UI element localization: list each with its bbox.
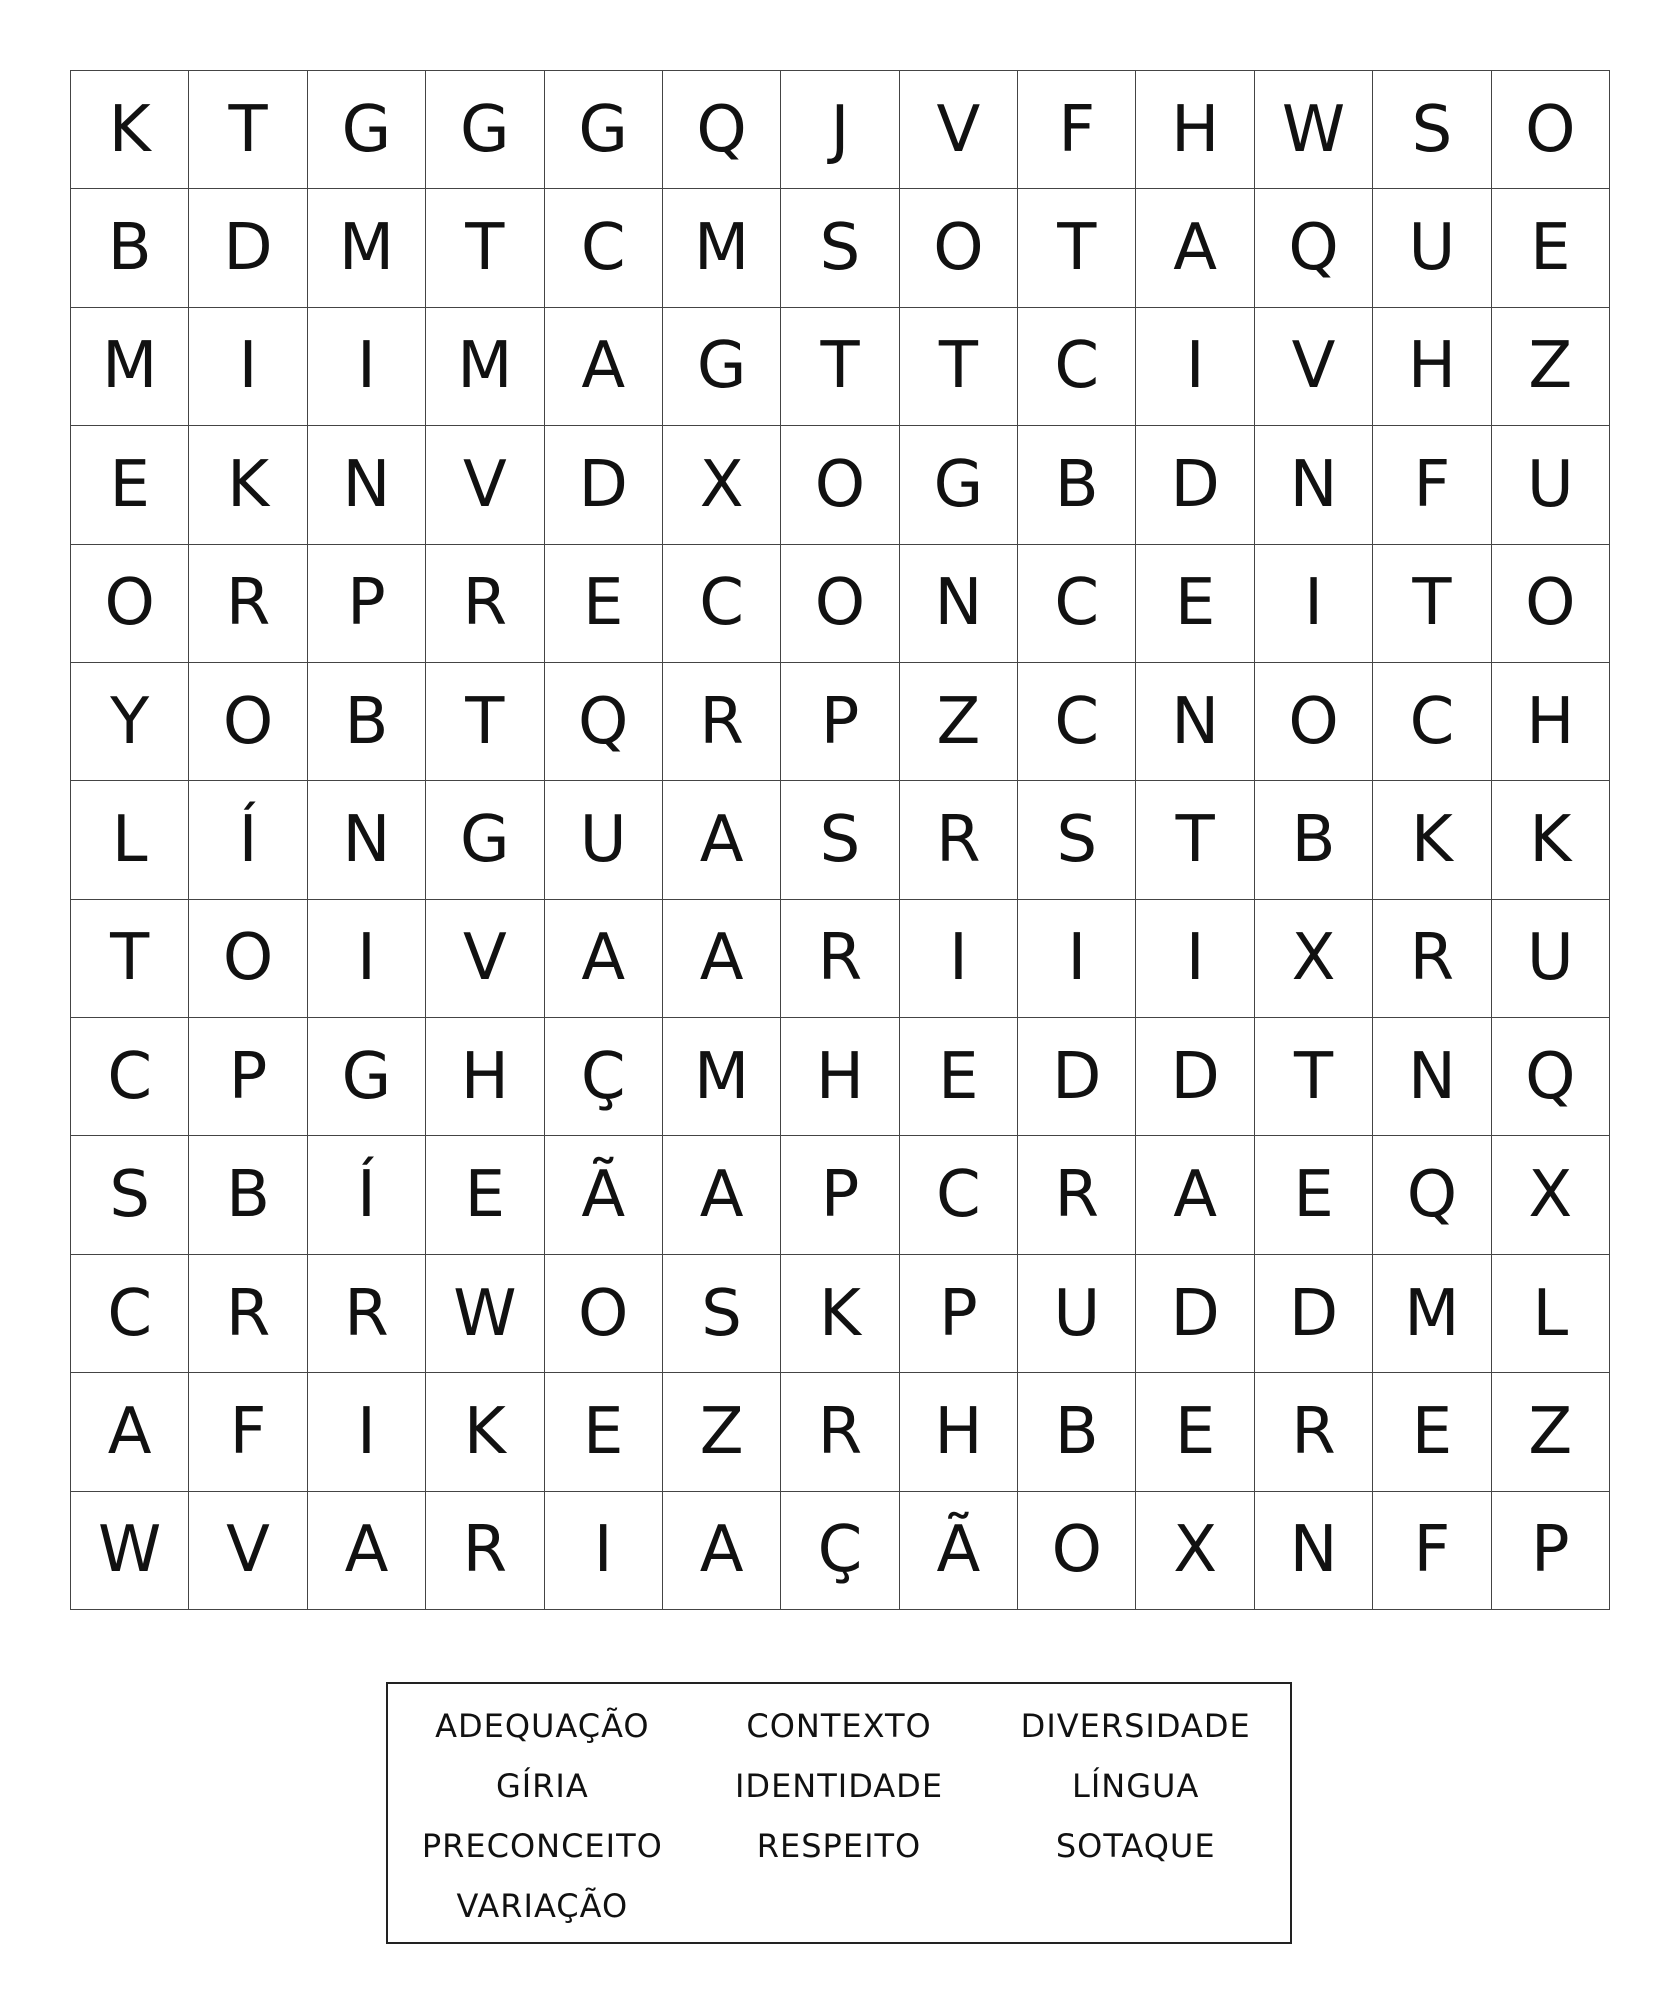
- grid-cell[interactable]: H: [900, 1373, 1018, 1491]
- grid-cell[interactable]: O: [71, 545, 189, 663]
- grid-cell[interactable]: O: [189, 663, 307, 781]
- grid-cell[interactable]: F: [1373, 426, 1491, 544]
- grid-cell[interactable]: B: [308, 663, 426, 781]
- grid-cell[interactable]: Í: [308, 1136, 426, 1254]
- grid-cell[interactable]: H: [1373, 308, 1491, 426]
- grid-cell[interactable]: A: [1136, 1136, 1254, 1254]
- grid-cell[interactable]: G: [308, 71, 426, 189]
- grid-cell[interactable]: G: [663, 308, 781, 426]
- grid-cell[interactable]: R: [1373, 900, 1491, 1018]
- grid-cell[interactable]: I: [308, 308, 426, 426]
- grid-cell[interactable]: E: [900, 1018, 1018, 1136]
- grid-cell[interactable]: O: [781, 426, 899, 544]
- grid-cell[interactable]: I: [545, 1492, 663, 1610]
- grid-cell[interactable]: M: [1373, 1255, 1491, 1373]
- grid-cell[interactable]: U: [1492, 900, 1610, 1018]
- grid-cell[interactable]: X: [663, 426, 781, 544]
- grid-cell[interactable]: J: [781, 71, 899, 189]
- grid-cell[interactable]: N: [308, 426, 426, 544]
- grid-cell[interactable]: H: [781, 1018, 899, 1136]
- grid-cell[interactable]: R: [781, 1373, 899, 1491]
- grid-cell[interactable]: S: [781, 781, 899, 899]
- grid-cell[interactable]: C: [545, 189, 663, 307]
- grid-cell[interactable]: K: [71, 71, 189, 189]
- grid-cell[interactable]: I: [189, 308, 307, 426]
- grid-cell[interactable]: G: [545, 71, 663, 189]
- grid-cell[interactable]: O: [1018, 1492, 1136, 1610]
- grid-cell[interactable]: Q: [663, 71, 781, 189]
- grid-cell[interactable]: A: [71, 1373, 189, 1491]
- grid-cell[interactable]: V: [426, 900, 544, 1018]
- grid-cell[interactable]: A: [545, 308, 663, 426]
- grid-cell[interactable]: E: [1373, 1373, 1491, 1491]
- grid-cell[interactable]: T: [189, 71, 307, 189]
- word-column: [691, 1704, 988, 1942]
- word-list-item: CONTEXTO: [746, 1707, 932, 1745]
- grid-cell[interactable]: P: [781, 663, 899, 781]
- grid-cell[interactable]: R: [900, 781, 1018, 899]
- grid-cell[interactable]: O: [781, 545, 899, 663]
- word-list-item: LÍNGUA: [1072, 1767, 1200, 1805]
- grid-cell[interactable]: L: [1492, 1255, 1610, 1373]
- grid-cell[interactable]: U: [1373, 189, 1491, 307]
- grid-cell[interactable]: C: [1373, 663, 1491, 781]
- grid-cell[interactable]: C: [1018, 545, 1136, 663]
- word-column: [394, 1704, 691, 1942]
- grid-cell[interactable]: X: [1136, 1492, 1254, 1610]
- grid-cell[interactable]: R: [426, 545, 544, 663]
- grid-cell[interactable]: D: [189, 189, 307, 307]
- grid-cell[interactable]: M: [663, 1018, 781, 1136]
- grid-cell[interactable]: R: [663, 663, 781, 781]
- grid-cell[interactable]: T: [1136, 781, 1254, 899]
- grid-cell[interactable]: H: [1492, 663, 1610, 781]
- grid-cell[interactable]: T: [1373, 545, 1491, 663]
- grid-cell[interactable]: B: [1255, 781, 1373, 899]
- grid-cell[interactable]: B: [189, 1136, 307, 1254]
- grid-cell[interactable]: S: [663, 1255, 781, 1373]
- grid-cell[interactable]: A: [308, 1492, 426, 1610]
- grid-cell[interactable]: D: [1255, 1255, 1373, 1373]
- grid-cell[interactable]: P: [900, 1255, 1018, 1373]
- grid-cell[interactable]: K: [781, 1255, 899, 1373]
- grid-cell[interactable]: I: [1018, 900, 1136, 1018]
- grid-cell[interactable]: R: [1018, 1136, 1136, 1254]
- grid-cell[interactable]: K: [426, 1373, 544, 1491]
- grid-cell[interactable]: M: [308, 189, 426, 307]
- grid-cell[interactable]: F: [189, 1373, 307, 1491]
- grid-cell[interactable]: D: [1136, 426, 1254, 544]
- grid-cell[interactable]: Ã: [900, 1492, 1018, 1610]
- grid-cell[interactable]: H: [426, 1018, 544, 1136]
- grid-cell[interactable]: D: [1136, 1018, 1254, 1136]
- grid-cell[interactable]: V: [426, 426, 544, 544]
- grid-cell[interactable]: U: [1018, 1255, 1136, 1373]
- grid-cell[interactable]: R: [189, 1255, 307, 1373]
- grid-cell[interactable]: T: [426, 663, 544, 781]
- grid-cell[interactable]: R: [426, 1492, 544, 1610]
- grid-cell[interactable]: K: [1373, 781, 1491, 899]
- grid-cell[interactable]: K: [1492, 781, 1610, 899]
- grid-cell[interactable]: P: [308, 545, 426, 663]
- grid-cell[interactable]: Z: [900, 663, 1018, 781]
- grid-cell[interactable]: L: [71, 781, 189, 899]
- grid-cell[interactable]: E: [1255, 1136, 1373, 1254]
- grid-cell[interactable]: N: [1255, 426, 1373, 544]
- grid-cell[interactable]: S: [71, 1136, 189, 1254]
- grid-cell[interactable]: Í: [189, 781, 307, 899]
- grid-cell[interactable]: Ç: [781, 1492, 899, 1610]
- letter-grid: [70, 70, 1610, 1610]
- grid-cell[interactable]: K: [189, 426, 307, 544]
- grid-cell[interactable]: E: [545, 1373, 663, 1491]
- word-list-item: DIVERSIDADE: [1020, 1707, 1251, 1745]
- grid-cell[interactable]: G: [308, 1018, 426, 1136]
- grid-cell[interactable]: P: [189, 1018, 307, 1136]
- grid-cell[interactable]: N: [308, 781, 426, 899]
- grid-cell[interactable]: M: [426, 308, 544, 426]
- grid-cell[interactable]: U: [545, 781, 663, 899]
- grid-cell[interactable]: A: [1136, 189, 1254, 307]
- grid-cell[interactable]: Z: [1492, 308, 1610, 426]
- grid-cell[interactable]: N: [900, 545, 1018, 663]
- word-list-item: GÍRIA: [495, 1767, 589, 1805]
- grid-cell[interactable]: F: [1018, 71, 1136, 189]
- grid-cell[interactable]: B: [1018, 1373, 1136, 1491]
- word-list-item: IDENTIDADE: [734, 1767, 944, 1805]
- grid-cell[interactable]: D: [1018, 1018, 1136, 1136]
- grid-cell[interactable]: W: [1255, 71, 1373, 189]
- grid-cell[interactable]: B: [71, 189, 189, 307]
- grid-cell[interactable]: C: [71, 1255, 189, 1373]
- grid-cell[interactable]: T: [426, 189, 544, 307]
- grid-cell[interactable]: U: [1492, 426, 1610, 544]
- word-list: [386, 1682, 1292, 1944]
- grid-cell[interactable]: Ã: [545, 1136, 663, 1254]
- grid-cell[interactable]: N: [1255, 1492, 1373, 1610]
- grid-cell[interactable]: G: [900, 426, 1018, 544]
- grid-cell[interactable]: A: [663, 1136, 781, 1254]
- grid-cell[interactable]: G: [426, 781, 544, 899]
- grid-cell[interactable]: N: [1136, 663, 1254, 781]
- grid-cell[interactable]: C: [663, 545, 781, 663]
- grid-cell[interactable]: E: [1492, 189, 1610, 307]
- word-list-item: SOTAQUE: [1055, 1827, 1216, 1865]
- grid-cell[interactable]: R: [308, 1255, 426, 1373]
- grid-cell[interactable]: A: [663, 900, 781, 1018]
- grid-cell[interactable]: O: [1492, 71, 1610, 189]
- grid-cell[interactable]: I: [900, 900, 1018, 1018]
- grid-cell[interactable]: S: [781, 189, 899, 307]
- grid-cell[interactable]: X: [1492, 1136, 1610, 1254]
- grid-cell[interactable]: A: [545, 900, 663, 1018]
- grid-cell[interactable]: R: [189, 545, 307, 663]
- grid-cell[interactable]: O: [1255, 663, 1373, 781]
- grid-cell[interactable]: S: [1018, 781, 1136, 899]
- grid-cell[interactable]: C: [1018, 308, 1136, 426]
- grid-cell[interactable]: R: [781, 900, 899, 1018]
- grid-cell[interactable]: A: [663, 1492, 781, 1610]
- grid-cell[interactable]: G: [426, 71, 544, 189]
- grid-cell[interactable]: O: [900, 189, 1018, 307]
- grid-cell[interactable]: Ç: [545, 1018, 663, 1136]
- grid-cell[interactable]: Q: [545, 663, 663, 781]
- grid-cell[interactable]: Z: [663, 1373, 781, 1491]
- word-list-item: VARIAÇÃO: [456, 1887, 629, 1925]
- grid-cell[interactable]: V: [1255, 308, 1373, 426]
- grid-cell[interactable]: M: [71, 308, 189, 426]
- grid-cell[interactable]: I: [1136, 900, 1254, 1018]
- grid-cell[interactable]: O: [545, 1255, 663, 1373]
- grid-cell[interactable]: T: [71, 900, 189, 1018]
- grid-cell[interactable]: T: [1018, 189, 1136, 307]
- grid-cell[interactable]: E: [545, 545, 663, 663]
- grid-cell[interactable]: N: [1373, 1018, 1491, 1136]
- grid-cell[interactable]: M: [663, 189, 781, 307]
- grid-cell[interactable]: D: [545, 426, 663, 544]
- grid-cell[interactable]: O: [189, 900, 307, 1018]
- grid-cell[interactable]: B: [1018, 426, 1136, 544]
- grid-cell[interactable]: E: [71, 426, 189, 544]
- grid-cell[interactable]: T: [900, 308, 1018, 426]
- grid-cell[interactable]: A: [663, 781, 781, 899]
- grid-cell[interactable]: E: [1136, 1373, 1254, 1491]
- grid-cell[interactable]: H: [1136, 71, 1254, 189]
- grid-cell[interactable]: R: [1255, 1373, 1373, 1491]
- word-list-item: ADEQUAÇÃO: [435, 1707, 650, 1745]
- grid-cell[interactable]: E: [1136, 545, 1254, 663]
- word-list-item: RESPEITO: [756, 1827, 922, 1865]
- grid-cell[interactable]: I: [1136, 308, 1254, 426]
- grid-cell[interactable]: C: [71, 1018, 189, 1136]
- grid-cell[interactable]: I: [1255, 545, 1373, 663]
- grid-cell[interactable]: E: [426, 1136, 544, 1254]
- grid-cell[interactable]: W: [426, 1255, 544, 1373]
- word-list-item: PRECONCEITO: [421, 1827, 663, 1865]
- grid-cell[interactable]: F: [1373, 1492, 1491, 1610]
- grid-cell[interactable]: P: [1492, 1492, 1610, 1610]
- grid-cell[interactable]: C: [900, 1136, 1018, 1254]
- grid-cell[interactable]: V: [189, 1492, 307, 1610]
- word-column: [987, 1704, 1284, 1942]
- grid-cell[interactable]: W: [71, 1492, 189, 1610]
- grid-cell[interactable]: X: [1255, 900, 1373, 1018]
- grid-cell[interactable]: C: [1018, 663, 1136, 781]
- grid-cell[interactable]: V: [900, 71, 1018, 189]
- grid-cell[interactable]: D: [1136, 1255, 1254, 1373]
- grid-cell[interactable]: Q: [1255, 189, 1373, 307]
- grid-cell[interactable]: Y: [71, 663, 189, 781]
- grid-cell[interactable]: Z: [1492, 1373, 1610, 1491]
- grid-cell[interactable]: T: [781, 308, 899, 426]
- grid-cell[interactable]: O: [1492, 545, 1610, 663]
- grid-cell[interactable]: Q: [1492, 1018, 1610, 1136]
- grid-cell[interactable]: P: [781, 1136, 899, 1254]
- grid-cell[interactable]: Q: [1373, 1136, 1491, 1254]
- grid-cell[interactable]: I: [308, 900, 426, 1018]
- grid-cell[interactable]: T: [1255, 1018, 1373, 1136]
- grid-cell[interactable]: S: [1373, 71, 1491, 189]
- grid-cell[interactable]: I: [308, 1373, 426, 1491]
